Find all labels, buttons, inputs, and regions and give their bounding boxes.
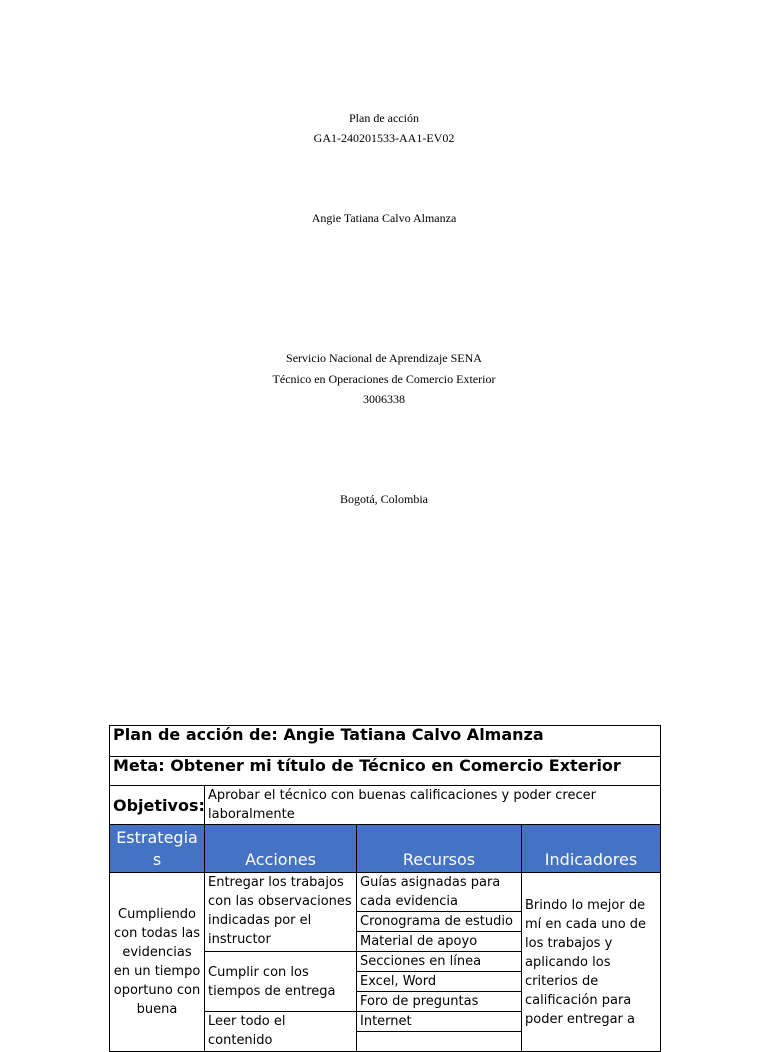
- table-objectives-row: [110, 786, 661, 825]
- table-title-row: [110, 726, 661, 757]
- plan-title: Plan de acción de: Angie Tatiana Calvo Almanza: [110, 726, 661, 757]
- header-resources: Recursos: [357, 825, 522, 873]
- cover-institution: Servicio Nacional de Aprendizaje SENA: [286, 351, 482, 365]
- plan-goal: Meta: Obtener mi título de Técnico en Comercio Exterior: [110, 757, 661, 786]
- table-header-row: [110, 825, 661, 873]
- cover-program: Técnico en Operaciones de Comercio Exterior: [272, 372, 496, 386]
- cover-city: Bogotá, Colombia: [340, 492, 428, 506]
- table-row: [110, 873, 661, 912]
- resource-cell: [357, 1032, 522, 1052]
- action-cell: Cumplir con los tiempos de entrega: [205, 952, 357, 1012]
- cover-group: 3006338: [363, 392, 405, 406]
- header-actions: Acciones: [205, 825, 357, 873]
- objectives-text: Aprobar el técnico con buenas calificaciones y poder crecer laboralmente: [205, 786, 661, 825]
- resource-cell: Guías asignadas para cada evidencia: [357, 873, 522, 912]
- cover-code: GA1-240201533-AA1-EV02: [313, 131, 455, 145]
- indicator-cell: Brindo lo mejor de mí en cada uno de los trabajos y aplicando los criterios de calificación para poder entregar a: [522, 873, 661, 1052]
- header-strategies: Estrategia s: [110, 825, 205, 873]
- cover-author: Angie Tatiana Calvo Almanza: [311, 211, 457, 225]
- cover-title: Plan de acción: [349, 111, 419, 125]
- resource-cell: Excel, Word: [357, 972, 522, 992]
- resource-cell: Material de apoyo: [357, 932, 522, 952]
- action-cell: Entregar los trabajos con las observaciones indicadas por el instructor: [205, 873, 357, 952]
- strategy-cell: Cumpliendo con todas las evidencias en un tiempo oportuno con buena: [110, 873, 205, 1052]
- resource-cell: Internet: [357, 1012, 522, 1032]
- resource-cell: Secciones en línea: [357, 952, 522, 972]
- objectives-label: Objetivos:: [110, 786, 205, 825]
- action-cell: Leer todo el contenido: [205, 1012, 357, 1052]
- resource-cell: Cronograma de estudio: [357, 912, 522, 932]
- action-plan-table: [109, 725, 661, 1052]
- header-indicators: Indicadores: [522, 825, 661, 873]
- resource-cell: Foro de preguntas: [357, 992, 522, 1012]
- table-goal-row: [110, 757, 661, 786]
